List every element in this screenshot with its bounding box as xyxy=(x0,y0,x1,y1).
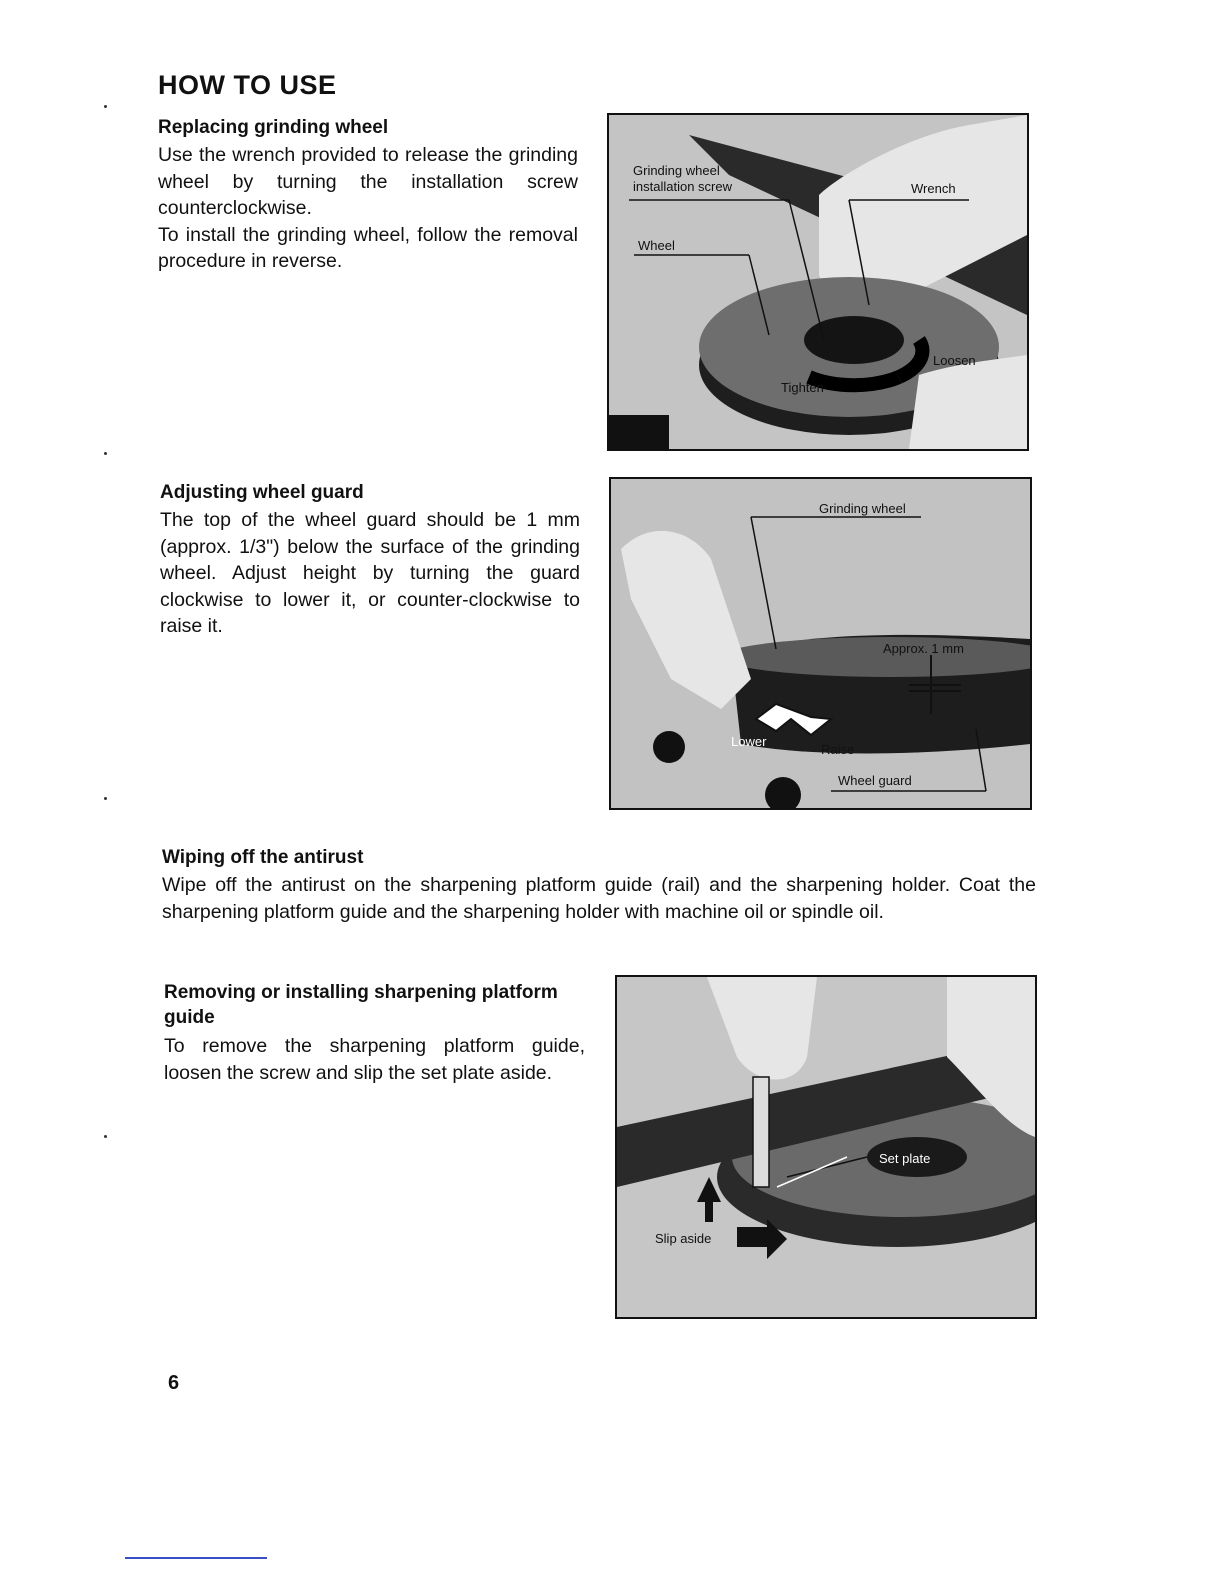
label-wheel: Wheel xyxy=(638,238,675,253)
margin-dot xyxy=(104,797,107,800)
section-title-wiping-antirust: Wiping off the antirust xyxy=(162,847,364,868)
paragraph: Wipe off the antirust on the sharpening platform guide (rail) and the sharpening holder. Coat the sharpening platform guide and the sharpening holder with machine oil or spindle oil. xyxy=(162,874,1036,923)
paragraph: To install the grinding wheel, follow the removal procedure in reverse. xyxy=(158,223,578,272)
label-approx-1mm: Approx. 1 mm xyxy=(883,641,964,656)
margin-dot xyxy=(104,452,107,455)
label-grinding-wheel: Grinding wheel xyxy=(819,501,906,516)
page-heading: HOW TO USE xyxy=(158,70,337,100)
paragraph: To remove the sharpening platform guide, loosen the screw and slip the set plate aside. xyxy=(164,1035,585,1084)
label-slip-aside: Slip aside xyxy=(655,1231,712,1246)
margin-dot xyxy=(104,1135,107,1138)
margin-dot xyxy=(104,105,107,108)
label-raise: Raise xyxy=(821,742,855,757)
label-wrench: Wrench xyxy=(911,181,956,196)
section-body-replacing-wheel xyxy=(158,142,578,275)
section-title-adjusting-guard: Adjusting wheel guard xyxy=(160,482,364,503)
label-set-plate: Set plate xyxy=(879,1151,931,1166)
label-wheel-guard: Wheel guard xyxy=(838,773,912,788)
paragraph: Use the wrench provided to release the grinding wheel by turning the installation screw counterclockwise. xyxy=(158,144,578,219)
section-title-replacing-wheel: Replacing grinding wheel xyxy=(158,117,389,138)
page-number: 6 xyxy=(168,1372,180,1394)
label-installation-screw: installation screw xyxy=(633,179,732,194)
platform-guide-illustration xyxy=(617,977,1035,1317)
figure-replacing-wheel-photo xyxy=(607,113,1029,451)
label-grinding-wheel: Grinding wheel xyxy=(633,163,720,178)
footer-divider xyxy=(125,1557,267,1559)
label-tighten: Tighten xyxy=(781,380,824,395)
section-body-platform-guide xyxy=(164,1033,585,1086)
figure-platform-guide-photo xyxy=(615,975,1037,1319)
wheel-wrench-illustration xyxy=(609,115,1027,449)
label-loosen: Loosen xyxy=(933,353,976,368)
label-lower: Lower xyxy=(731,734,767,749)
figure-wheel-guard-photo xyxy=(609,477,1032,810)
wheel-guard-illustration xyxy=(611,479,1030,808)
paragraph: The top of the wheel guard should be 1 mm (approx. 1/3") below the surface of the grinding wheel. Adjust height by turning the guard clockwise to lower it, or counter-clockwise to raise it. xyxy=(160,509,580,637)
section-body-wiping-antirust xyxy=(162,872,1036,925)
section-body-adjusting-guard xyxy=(160,507,580,640)
section-title-platform-guide: Removing or installing sharpening platform guide xyxy=(164,982,558,1028)
